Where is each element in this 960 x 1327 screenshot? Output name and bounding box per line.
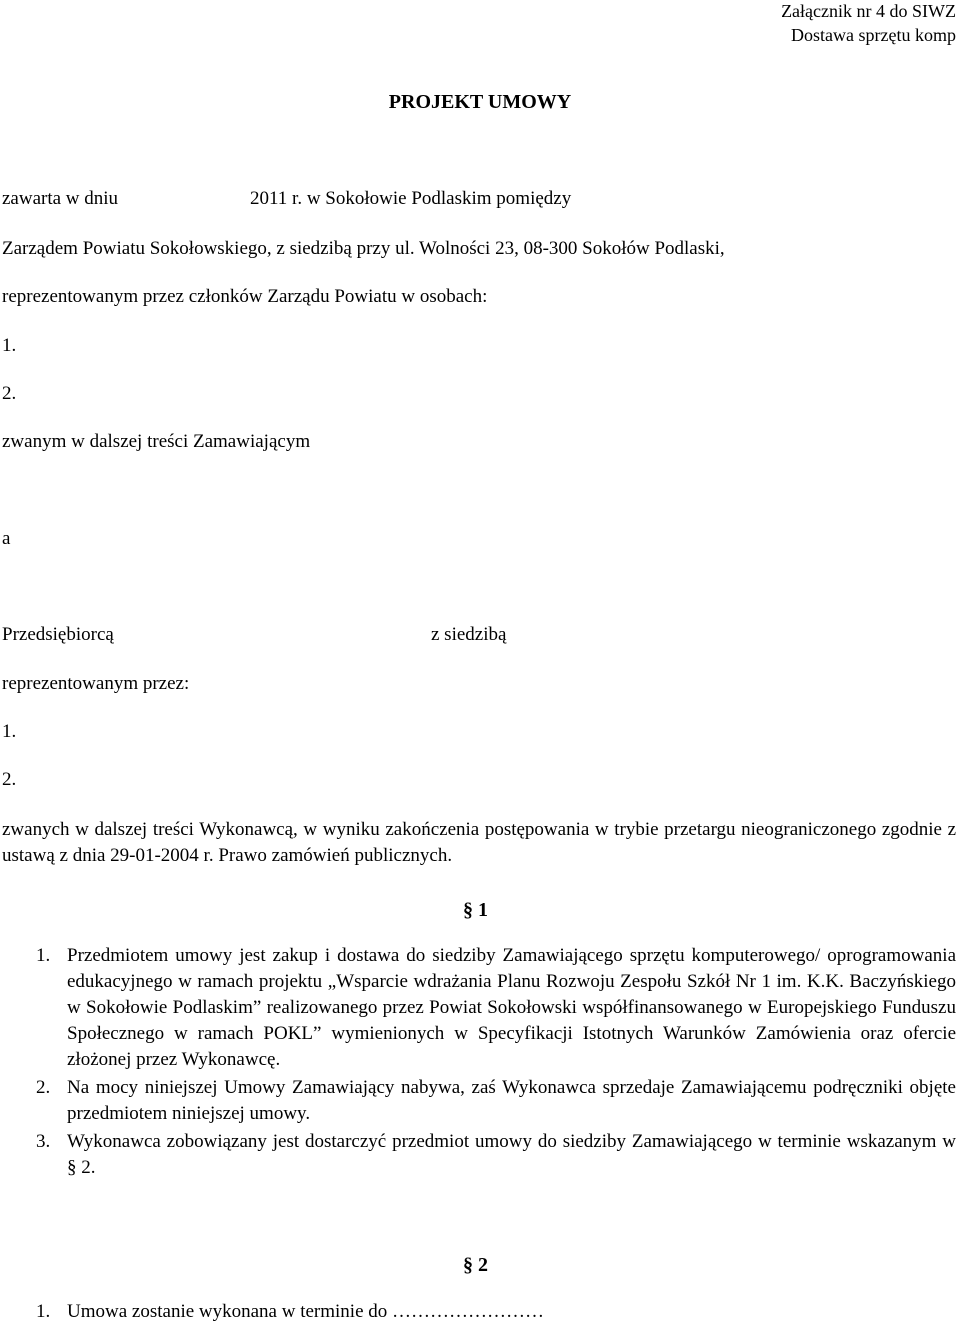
attachment-note (781, 0, 956, 47)
document-title: PROJEKT UMOWY (388, 91, 572, 113)
section-1-list (36, 943, 956, 1183)
party2-representation: reprezentowanym przez: (2, 673, 190, 694)
date-prefix: zawarta w dniu (2, 188, 119, 209)
attachment-line-1: Załącznik nr 4 do SIWZ (781, 1, 956, 21)
section-1-heading: § 1 (463, 899, 488, 921)
party2-rep-item-2: 2. (2, 769, 17, 790)
party1-line: Zarządem Powiatu Sokołowskiego, z siedzibą przy ul. Wolności 23, 08-300 Sokołów Podlaski, (2, 238, 725, 259)
party1-rep-item-2: 2. (2, 383, 17, 404)
item-text: Wykonawca zobowiązany jest dostarczyć przedmiot umowy do siedziby Zamawiającego w terminie wskazanym w § 2. (67, 1131, 956, 1178)
party2-seat: z siedzibą (431, 624, 507, 645)
section-1-item (36, 943, 956, 1073)
item-number: 3. (36, 1131, 51, 1152)
party1-representation: reprezentowanym przez członków Zarządu Powiatu w osobach: (2, 286, 488, 307)
contract-date-line (2, 186, 118, 212)
section-1-item (36, 1075, 956, 1127)
section-2-list (36, 1299, 956, 1327)
item-text: Przedmiotem umowy jest zakup i dostawa do siedziby Zamawiającego sprzętu komputerowego/ oprogramowania edukacyjnego w ramach projektu „Wsparcie wdrażania Planu Rozwoju Zespołu Szkół Nr 1 im. K.K. Baczyńskiego w Sokołowie Podlaskim” realizowanego przez Powiat Sokołowski współfinansowanego w Europejskiego Funduszu Społecznego w ramach POKL” wymienionych w Specyfikacji Istotnych Warunków Zamówienia oraz ofercie złożonej przez Wykonawcę. (67, 945, 956, 1070)
section-2-item (36, 1299, 956, 1325)
item-number: 2. (36, 1077, 51, 1098)
attachment-line-2: Dostawa sprzętu komp (791, 25, 956, 45)
item-number: 1. (36, 945, 51, 966)
party1-called: zwanym w dalszej treści Zamawiającym (2, 431, 311, 452)
party1-rep-item-1: 1. (2, 335, 17, 356)
item-number: 1. (36, 1301, 51, 1322)
item-text: Na mocy niniejszej Umowy Zamawiający nabywa, zaś Wykonawca sprzedaje Zamawiającemu podręczniki objęte przedmiotem niniejszej umowy. (67, 1077, 956, 1124)
party2-rep-item-1: 1. (2, 721, 17, 742)
party2-name: Przedsiębiorcą (2, 624, 114, 645)
party2-called-paragraph: zwanych w dalszej treści Wykonawcą, w wyniku zakończenia postępowania w trybie przetargu nieograniczonego zgodnie z ustawą z dnia 29-01-2004 r. Prawo zamówień publicznych. (2, 819, 956, 866)
item-text: Umowa zostanie wykonana w terminie do …………………… (67, 1301, 545, 1322)
date-suffix: 2011 r. w Sokołowie Podlaskim pomiędzy (250, 188, 572, 209)
conjunction-and: a (2, 528, 11, 549)
section-1-item (36, 1129, 956, 1181)
section-2-heading: § 2 (463, 1254, 488, 1276)
